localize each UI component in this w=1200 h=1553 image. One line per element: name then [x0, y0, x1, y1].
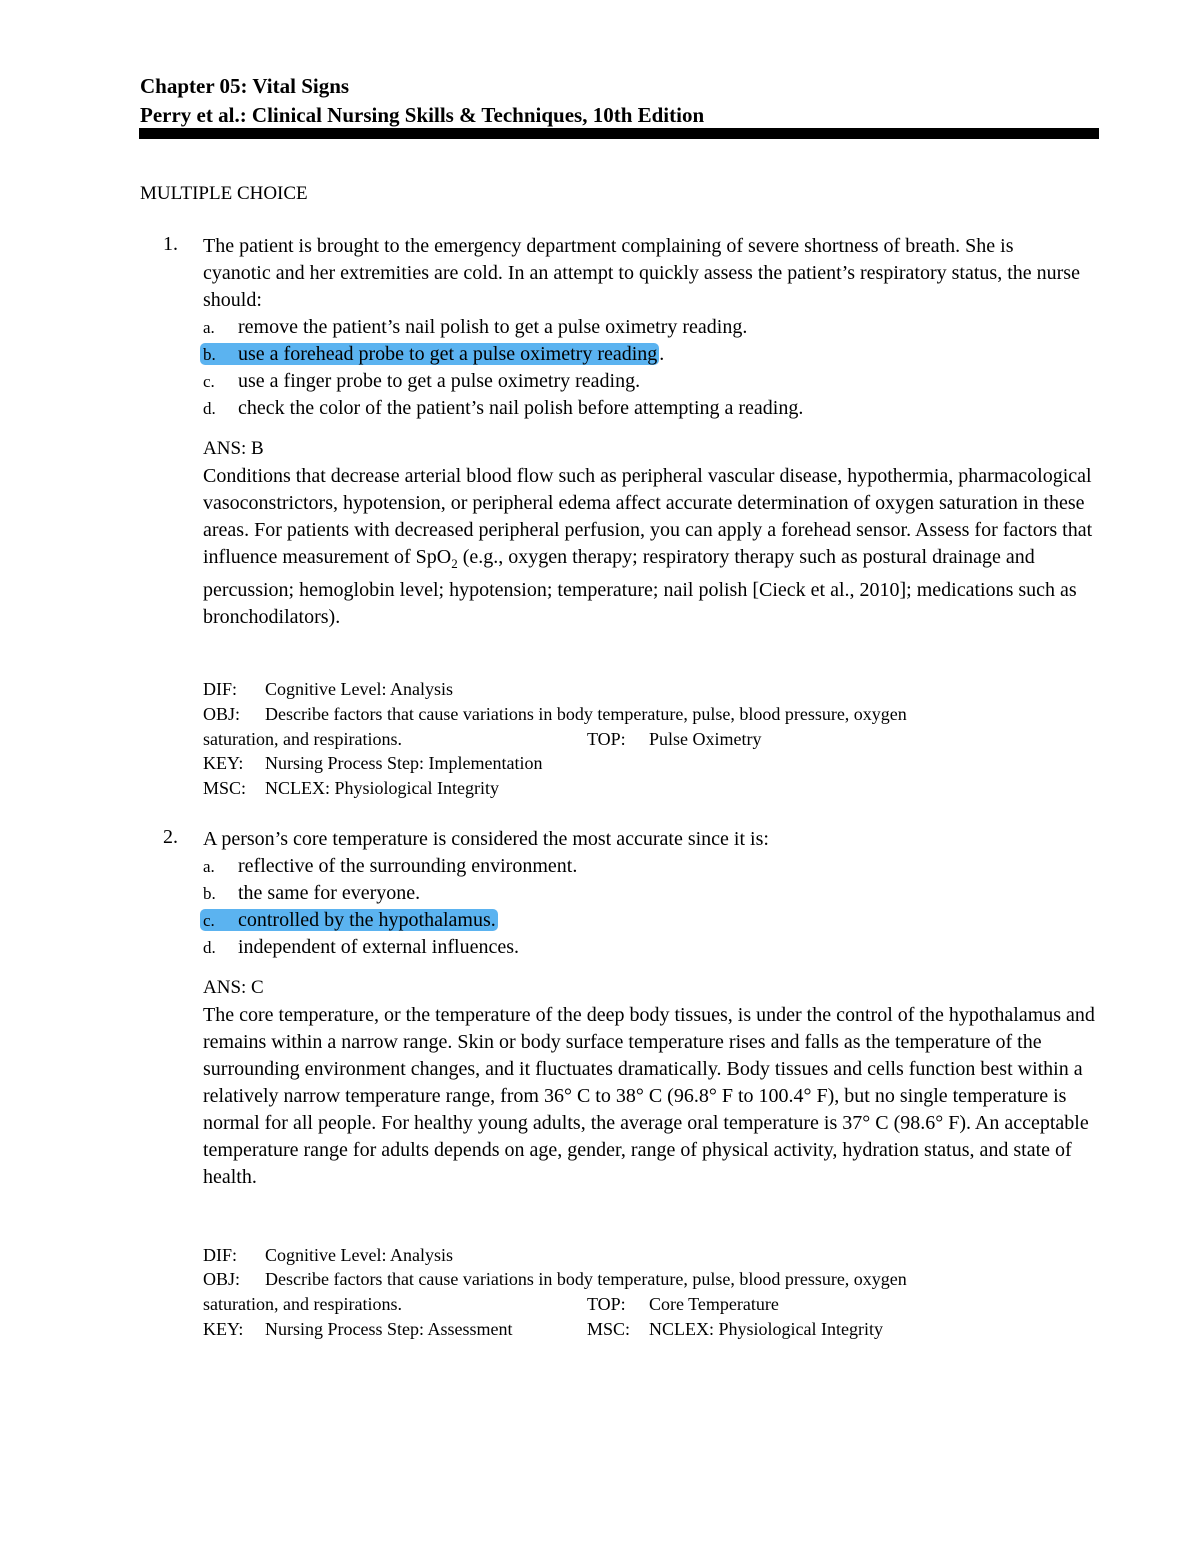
obj-value-cont: saturation, and respirations.: [203, 1294, 402, 1314]
top-field: [587, 727, 762, 752]
section-title: MULTIPLE CHOICE: [140, 183, 308, 204]
dif-label: DIF:: [203, 1245, 238, 1265]
key-value: Nursing Process Step: Implementation: [265, 753, 543, 773]
option-d: [203, 395, 803, 422]
dif-value: Cognitive Level: Analysis: [265, 679, 453, 699]
option-text: use a finger probe to get a pulse oximetry reading.: [238, 370, 641, 392]
dif-label: DIF:: [203, 679, 238, 699]
option-text: remove the patient’s nail polish to get a pulse oximetry reading.: [238, 316, 748, 338]
option-text: check the color of the patient’s nail polish before attempting a reading.: [238, 397, 804, 419]
option-letter: b.: [203, 884, 216, 903]
option-letter: a.: [203, 318, 215, 337]
book-title: Perry et al.: Clinical Nursing Skills & Techniques, 10th Edition: [140, 103, 705, 127]
answer-key: ANS: C: [203, 977, 264, 998]
key-value: Nursing Process Step: Assessment: [265, 1319, 513, 1339]
meta-obj-top: [203, 1292, 1103, 1317]
option-text: controlled by the hypothalamus.: [238, 909, 496, 931]
option-text: independent of external influences.: [238, 936, 519, 958]
meta-obj: [203, 702, 907, 727]
rationale-text: Conditions that decrease arterial blood flow such as peripheral vascular disease, hypothermia, pharmacological vasoconstrictors, hypotension, or peripheral edema affect accurate determination of oxygen saturation in these areas. For patients with decreased peripheral perfusion, you can apply a forehead sensor. Assess for factors that influence measurement of SpO: [203, 465, 1093, 568]
option-c-highlighted: [203, 907, 498, 934]
question-stem: The patient is brought to the emergency department complaining of severe shortness of breath. She is cyanotic and her extremities are cold. In an attempt to quickly assess the patient’s respiratory status, the nurse should:: [203, 235, 1080, 311]
obj-value: Describe factors that cause variations in body temperature, pulse, blood pressure, oxygen: [265, 704, 907, 724]
option-text: use a forehead probe to get a pulse oximetry reading: [238, 343, 658, 365]
answer-highlight: [200, 909, 498, 931]
option-suffix: .: [659, 343, 665, 365]
option-letter: c.: [203, 911, 215, 930]
option-text: reflective of the surrounding environment.: [238, 855, 578, 877]
option-a: [203, 853, 577, 880]
meta-dif: [203, 1243, 453, 1268]
option-b-highlighted: [203, 341, 664, 368]
msc-label: MSC:: [203, 778, 247, 798]
dif-value: Cognitive Level: Analysis: [265, 1245, 453, 1265]
top-value: Pulse Oximetry: [649, 729, 762, 749]
option-c: [203, 368, 640, 395]
meta-obj: [203, 1267, 907, 1292]
top-value: Core Temperature: [649, 1294, 779, 1314]
top-label: TOP:: [587, 1294, 626, 1314]
rationale: [203, 463, 1103, 631]
subscript: 2: [451, 556, 458, 571]
option-letter: c.: [203, 372, 215, 391]
msc-value: NCLEX: Physiological Integrity: [649, 1319, 883, 1339]
obj-label: OBJ:: [203, 704, 241, 724]
obj-value: Describe factors that cause variations in body temperature, pulse, blood pressure, oxygen: [265, 1269, 907, 1289]
msc-field: [587, 1317, 883, 1342]
question-number: 2.: [163, 826, 178, 848]
option-letter: a.: [203, 857, 215, 876]
question-stem: A person’s core temperature is considered the most accurate since it is:: [203, 828, 769, 850]
meta-key: [203, 751, 542, 776]
meta-msc: [203, 776, 499, 801]
question-number: 1.: [163, 233, 178, 255]
option-letter: b.: [203, 345, 216, 364]
obj-value-cont: saturation, and respirations.: [203, 729, 402, 749]
rationale-text-cont: (e.g., oxygen therapy; respiratory therapy such as postural drainage and percussion; hemoglobin level; hypotension; temperature; nail polish [Cieck et al., 2010]; medications such as bronchodilators).: [203, 546, 1077, 628]
chapter-title: Chapter 05: Vital Signs: [140, 74, 350, 98]
meta-obj-top: [203, 727, 1103, 752]
key-label: KEY:: [203, 1319, 244, 1339]
answer-highlight: [200, 343, 659, 365]
answer-key: ANS: B: [203, 438, 264, 459]
header-rule: [139, 128, 1099, 139]
option-a: [203, 314, 747, 341]
msc-label: MSC:: [587, 1319, 631, 1339]
msc-value: NCLEX: Physiological Integrity: [265, 778, 499, 798]
option-b: [203, 880, 420, 907]
meta-key-msc: [203, 1317, 1103, 1342]
obj-label: OBJ:: [203, 1269, 241, 1289]
option-d: [203, 934, 519, 961]
option-text: the same for everyone.: [238, 882, 421, 904]
key-label: KEY:: [203, 753, 244, 773]
meta-dif: [203, 677, 453, 702]
option-letter: d.: [203, 399, 216, 418]
top-field: [587, 1292, 779, 1317]
top-label: TOP:: [587, 729, 626, 749]
option-letter: d.: [203, 938, 216, 957]
rationale: The core temperature, or the temperature of the deep body tissues, is under the control of the hypothalamus and remains within a narrow range. Skin or body surface temperature rises and falls as the temperature of the surrounding environment changes, and it fluctuates dramatically. Body tissues and cells function best within a relatively narrow temperature range, from 36° C to 38° C (96.8° F to 100.4° F), but no single temperature is normal for all people. For healthy young adults, the average oral temperature is 37° C (98.6° F). An acceptable temperature range for adults depends on age, gender, range of physical activity, hydration status, and state of health.: [203, 1004, 1095, 1188]
